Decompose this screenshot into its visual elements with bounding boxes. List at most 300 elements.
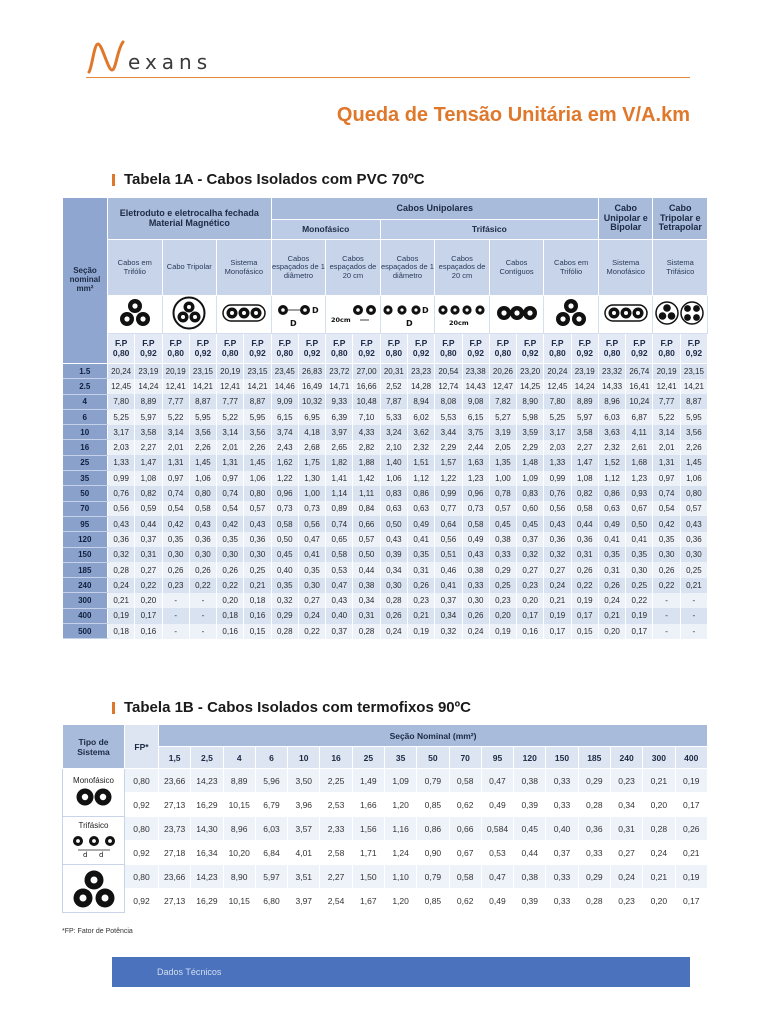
table-cell: 2,27: [135, 440, 162, 455]
table-cell: 0,16: [244, 608, 271, 623]
table-cell: 0,30: [380, 578, 407, 593]
table-cell: 1,63: [462, 455, 489, 470]
table-cell: 12,41: [162, 379, 189, 394]
table-1a-title: [112, 171, 425, 188]
table-cell: 0,27: [135, 562, 162, 577]
table-cell: 0,63: [407, 501, 434, 516]
table-cell: 0,30: [244, 547, 271, 562]
table-cell: 0,50: [271, 532, 298, 547]
table-cell: 0,67: [626, 501, 653, 516]
table-cell: 16,41: [626, 379, 653, 394]
table-cell: 0,43: [189, 516, 216, 531]
table-cell: 0,46: [435, 562, 462, 577]
table-cell: 0,26: [189, 562, 216, 577]
section-column-header: 6: [255, 747, 287, 769]
power-factor-header: [189, 334, 216, 364]
table-cell: 0,58: [271, 516, 298, 531]
fp-value: 0,92: [631, 347, 648, 358]
table-cell: 0,58: [571, 501, 598, 516]
table-cell: 1,06: [680, 471, 707, 486]
table-cell: 8,87: [189, 394, 216, 409]
fp-label: F.P: [524, 337, 537, 348]
table-cell: 0,21: [244, 578, 271, 593]
table-cell: 6,15: [271, 409, 298, 424]
table-cell: 26,83: [298, 364, 325, 379]
table-cell: 5,22: [162, 409, 189, 424]
power-factor-header: [517, 334, 544, 364]
table-cell: 0,24: [380, 624, 407, 639]
table-cell: 1,06: [244, 471, 271, 486]
table-cell: 0,96: [462, 486, 489, 501]
table-cell: 0,26: [598, 578, 625, 593]
fp-label: F.P: [251, 337, 264, 348]
section-column-header: 25: [352, 747, 384, 769]
table-cell: 14,46: [271, 379, 298, 394]
table-cell: 0,43: [244, 516, 271, 531]
table-cell: 0,20: [598, 624, 625, 639]
power-factor-cell: 0,80: [125, 865, 159, 889]
table-row: [63, 394, 708, 409]
table-cell: 1,33: [108, 455, 135, 470]
svg-text:D: D: [406, 319, 414, 329]
table-cell: 0,65: [326, 532, 353, 547]
section-label: 10: [63, 425, 108, 440]
table-cell: 0,45: [517, 516, 544, 531]
table-cell: 0,43: [108, 516, 135, 531]
table-cell: 7,77: [653, 394, 680, 409]
table-cell: 2,44: [462, 440, 489, 455]
table-cell: 0,76: [108, 486, 135, 501]
table-cell: 0,28: [271, 624, 298, 639]
table-cell: 3,19: [489, 425, 516, 440]
table-cell: 26,74: [626, 364, 653, 379]
group-conduit: Eletroduto e eletrocalha fechada Material Magnético: [108, 198, 272, 240]
table-cell: 0,83: [517, 486, 544, 501]
table-cell: 0,78: [489, 486, 516, 501]
table-cell: 0,45: [514, 817, 546, 841]
table-cell: 0,26: [380, 608, 407, 623]
table-cell: 0,28: [108, 562, 135, 577]
table-cell: 1,12: [407, 471, 434, 486]
table-cell: 0,20: [135, 593, 162, 608]
table-cell: 3,56: [189, 425, 216, 440]
table-cell: 2,53: [320, 793, 352, 817]
table-cell: 0,53: [481, 841, 513, 865]
title-marker: [112, 702, 115, 714]
system-type-header: Tipo de Sistema: [63, 725, 125, 769]
table-cell: 12,41: [217, 379, 244, 394]
table-cell: 1,09: [384, 769, 416, 793]
table-cell: 0,17: [626, 624, 653, 639]
table-cell: 6,87: [626, 409, 653, 424]
table-cell: 0,24: [544, 578, 571, 593]
table-cell: 0,19: [108, 608, 135, 623]
table-cell: 0,89: [326, 501, 353, 516]
table-cell: 16,34: [191, 841, 223, 865]
fp-value: 0,80: [276, 347, 294, 358]
table-cell: 0,25: [626, 578, 653, 593]
table-cell: 0,41: [626, 532, 653, 547]
table-cell: 5,97: [135, 409, 162, 424]
table-cell: 1,45: [680, 455, 707, 470]
table-cell: 3,14: [217, 425, 244, 440]
table-cell: 0,63: [380, 501, 407, 516]
table-cell: 2,10: [380, 440, 407, 455]
table-cell: 23,66: [159, 865, 191, 889]
nexans-n-icon: [86, 38, 126, 76]
table-cell: 3,50: [288, 769, 320, 793]
table-cell: 0,20: [643, 889, 675, 913]
power-factor-header: [435, 334, 462, 364]
table-cell: 0,42: [217, 516, 244, 531]
table-cell: 1,08: [571, 471, 598, 486]
table-row: [63, 841, 708, 865]
fp-value: 0,92: [576, 347, 594, 358]
table-cell: 0,24: [108, 578, 135, 593]
table-cell: 1,68: [626, 455, 653, 470]
table-cell: 8,89: [223, 769, 255, 793]
table-cell: 0,47: [326, 578, 353, 593]
table-cell: 1,50: [352, 865, 384, 889]
section-column-header: 10: [288, 747, 320, 769]
power-factor-header: [353, 334, 380, 364]
table-cell: 1,10: [384, 865, 416, 889]
table-cell: 5,97: [571, 409, 598, 424]
table-cell: 20,26: [489, 364, 516, 379]
three-spaced-cable-icon: [71, 832, 117, 858]
table-cell: 1,06: [189, 471, 216, 486]
table-row: [63, 578, 708, 593]
table-cell: 8,96: [223, 817, 255, 841]
table-cell: 0,38: [489, 532, 516, 547]
sub-spaced-1d-tri: Cabos espaçados de 1 diâmetro: [380, 240, 435, 296]
table-cell: 0,19: [489, 624, 516, 639]
table-cell: 7,80: [108, 394, 135, 409]
fp-value: 0,92: [249, 347, 266, 358]
table-cell: 3,44: [435, 425, 462, 440]
table-cell: 2,01: [162, 440, 189, 455]
table-cell: 0,18: [217, 608, 244, 623]
table-cell: 0,36: [578, 817, 610, 841]
table-row: [63, 865, 708, 889]
table-cell: 0,57: [244, 501, 271, 516]
fp-value: 0,92: [467, 347, 484, 358]
table-cell: 0,41: [298, 547, 325, 562]
table-cell: 14,71: [326, 379, 353, 394]
power-factor-header: [462, 334, 489, 364]
table-cell: 0,66: [449, 817, 481, 841]
spaced-1d-mono-icon: [271, 296, 326, 334]
table-cell: 0,67: [449, 841, 481, 865]
table-cell: 0,93: [626, 486, 653, 501]
table-cell: 5,25: [108, 409, 135, 424]
table-cell: -: [653, 624, 680, 639]
monophase-system-icon: [217, 296, 272, 334]
table-cell: 2,26: [680, 440, 707, 455]
fp-label: F.P: [551, 337, 564, 348]
table-cell: 23,15: [189, 364, 216, 379]
table-cell: 3,56: [244, 425, 271, 440]
table-row: [63, 624, 708, 639]
table-cell: 0,24: [298, 608, 325, 623]
table-cell: 0,77: [435, 501, 462, 516]
table-cell: 0,31: [598, 562, 625, 577]
table-cell: 12,45: [108, 379, 135, 394]
table-cell: 0,22: [626, 593, 653, 608]
section-column-header: 400: [675, 747, 708, 769]
table-cell: 0,56: [435, 532, 462, 547]
fp-label: F.P: [196, 337, 210, 348]
table-cell: 1,40: [380, 455, 407, 470]
table-cell: 1,06: [380, 471, 407, 486]
table-cell: 1,51: [407, 455, 434, 470]
table-cell: 0,83: [380, 486, 407, 501]
table-cell: 3,59: [517, 425, 544, 440]
table-cell: 0,38: [514, 865, 546, 889]
table-cell: 0,37: [435, 593, 462, 608]
section-label: 4: [63, 394, 108, 409]
table-row: [63, 455, 708, 470]
table-cell: 0,35: [298, 562, 325, 577]
table-cell: 0,30: [462, 593, 489, 608]
footer-text: Dados Técnicos: [157, 967, 222, 977]
table-cell: 0,16: [517, 624, 544, 639]
table-cell: 0,84: [353, 501, 380, 516]
section-label: 2.5: [63, 379, 108, 394]
table-cell: 1,09: [517, 471, 544, 486]
fp-label: F.P: [687, 337, 701, 348]
table-cell: 3,96: [288, 793, 320, 817]
power-factor-header: [326, 334, 353, 364]
table-row: [63, 364, 708, 379]
table-cell: 0,21: [407, 608, 434, 623]
table-cell: 0,80: [244, 486, 271, 501]
table-cell: 0,36: [189, 532, 216, 547]
sub-trefoil-tri: Cabos em Trifólio: [544, 240, 599, 296]
table-cell: 0,17: [135, 608, 162, 623]
table-cell: 1,75: [298, 455, 325, 470]
svg-text:D: D: [290, 319, 298, 329]
table-cell: 23,32: [598, 364, 625, 379]
table-row: [63, 889, 708, 913]
table-cell: 1,16: [384, 817, 416, 841]
table-cell: 4,11: [626, 425, 653, 440]
table-cell: 2,32: [407, 440, 434, 455]
section-column-header: 300: [643, 747, 675, 769]
table-cell: 8,94: [407, 394, 434, 409]
fp-label: F.P: [414, 337, 428, 348]
table-cell: 5,33: [380, 409, 407, 424]
table-cell: 0,85: [417, 793, 449, 817]
sub-triphase-system: Sistema Trifásico: [653, 240, 708, 296]
table-cell: 14,30: [191, 817, 223, 841]
table-cell: 1,35: [489, 455, 516, 470]
table-cell: 0,19: [407, 624, 434, 639]
fp-value: 0,92: [194, 347, 212, 358]
fp-value: 0,80: [440, 347, 457, 358]
table-row: [63, 593, 708, 608]
fp-header: FP*: [125, 725, 159, 769]
table-cell: 1,20: [384, 889, 416, 913]
table-cell: 0,43: [544, 516, 571, 531]
table-cell: 1,88: [353, 455, 380, 470]
table-cell: 0,33: [489, 547, 516, 562]
table-cell: 3,63: [598, 425, 625, 440]
table-cell: 0,27: [544, 562, 571, 577]
table-cell: 0,80: [189, 486, 216, 501]
table-cell: -: [162, 608, 189, 623]
table-cell: 14,28: [407, 379, 434, 394]
table-cell: 0,90: [417, 841, 449, 865]
table-cell: 2,52: [380, 379, 407, 394]
table-cell: 0,66: [353, 516, 380, 531]
table-cell: 0,30: [626, 562, 653, 577]
table-cell: 0,34: [353, 593, 380, 608]
power-factor-header: [489, 334, 516, 364]
table-cell: 1,00: [298, 486, 325, 501]
fp-label: F.P: [387, 337, 400, 348]
table-cell: 0,99: [108, 471, 135, 486]
power-factor-header: [544, 334, 571, 364]
power-factor-header: [598, 334, 625, 364]
table-cell: 27,00: [353, 364, 380, 379]
table-cell: 23,15: [680, 364, 707, 379]
section-nominal-header: Seção Nominal (mm²): [159, 725, 708, 747]
table-cell: 0,43: [380, 532, 407, 547]
table-cell: 1,22: [271, 471, 298, 486]
fp-value: 0,92: [140, 347, 157, 358]
table-1b-title-text: Tabela 1B - Cabos Isolados com termofixos 90ºC: [124, 699, 471, 716]
table-cell: 0,31: [353, 608, 380, 623]
monophase-system-icon-2: [598, 296, 653, 334]
table-cell: 1,47: [135, 455, 162, 470]
table-cell: 1,23: [462, 471, 489, 486]
section-label: 150: [63, 547, 108, 562]
section-label: 300: [63, 593, 108, 608]
table-cell: 0,53: [326, 562, 353, 577]
table-cell: 0,35: [162, 532, 189, 547]
table-cell: 0,58: [449, 865, 481, 889]
fp-label: F.P: [333, 337, 346, 348]
power-factor-header: [680, 334, 707, 364]
table-cell: 0,38: [462, 562, 489, 577]
table-cell: 0,24: [643, 841, 675, 865]
table-cell: 0,16: [135, 624, 162, 639]
table-cell: 0,82: [571, 486, 598, 501]
table-cell: 0,32: [271, 593, 298, 608]
fp-value: 0,80: [221, 347, 239, 358]
power-factor-header: [271, 334, 298, 364]
table-cell: 1,82: [326, 455, 353, 470]
table-cell: 27,13: [159, 889, 191, 913]
table-cell: 0,22: [217, 578, 244, 593]
svg-text:D: D: [312, 306, 320, 316]
table-cell: 0,74: [653, 486, 680, 501]
table-cell: 1,48: [517, 455, 544, 470]
table-cell: 23,19: [571, 364, 598, 379]
table-cell: 14,23: [191, 865, 223, 889]
table-row: [63, 608, 708, 623]
fp-value: 0,80: [549, 347, 566, 358]
system-type-label: Trifásico: [78, 821, 109, 830]
table-cell: 23,20: [517, 364, 544, 379]
table-cell: 1,20: [384, 793, 416, 817]
table-cell: 2,82: [353, 440, 380, 455]
fp-label: F.P: [660, 337, 673, 348]
power-factor-header: [380, 334, 407, 364]
section-label: 400: [63, 608, 108, 623]
fp-label: F.P: [496, 337, 510, 348]
table-cell: 0,97: [653, 471, 680, 486]
table-cell: 0,37: [546, 841, 578, 865]
fp-label: F.P: [360, 337, 373, 348]
svg-text:D: D: [422, 306, 430, 316]
section-label: 35: [63, 471, 108, 486]
table-cell: 2,03: [544, 440, 571, 455]
section-column-header: 240: [610, 747, 642, 769]
table-cell: 1,52: [598, 455, 625, 470]
table-cell: 0,41: [435, 578, 462, 593]
table-cell: 1,31: [217, 455, 244, 470]
table-cell: 0,21: [675, 841, 708, 865]
table-row: [63, 486, 708, 501]
table-cell: -: [189, 624, 216, 639]
table-cell: 3,14: [162, 425, 189, 440]
power-factor-header: [298, 334, 325, 364]
table-cell: 0,39: [514, 889, 546, 913]
section-column-header: 185: [578, 747, 610, 769]
table-cell: 0,45: [489, 516, 516, 531]
power-factor-header: [571, 334, 598, 364]
section-column-header: 50: [417, 747, 449, 769]
table-cell: 0,45: [271, 547, 298, 562]
footnote: *FP: Fator de Potência: [62, 928, 133, 935]
table-cell: 14,24: [135, 379, 162, 394]
table-cell: 0,21: [680, 578, 707, 593]
table-cell: 0,51: [435, 547, 462, 562]
table-cell: 7,10: [353, 409, 380, 424]
section-label: 500: [63, 624, 108, 639]
table-cell: 0,20: [217, 593, 244, 608]
power-factor-cell: 0,92: [125, 889, 159, 913]
section-column-header: 35: [384, 747, 416, 769]
table-cell: 27,18: [159, 841, 191, 865]
section-label: 6: [63, 409, 108, 424]
group-unipolar: Cabos Unipolares: [271, 198, 598, 220]
table-cell: 0,27: [610, 841, 642, 865]
table-cell: 0,37: [135, 532, 162, 547]
fp-value: 0,80: [603, 347, 621, 358]
brand-name: exans: [128, 50, 213, 74]
table-cell: 2,29: [517, 440, 544, 455]
table-cell: 3,62: [407, 425, 434, 440]
table-cell: 0,32: [435, 624, 462, 639]
table-cell: 0,73: [298, 501, 325, 516]
table-cell: 0,96: [271, 486, 298, 501]
table-cell: 6,84: [255, 841, 287, 865]
table-cell: 6,79: [255, 793, 287, 817]
table-cell: -: [680, 624, 707, 639]
table-cell: 0,99: [544, 471, 571, 486]
table-cell: 0,57: [489, 501, 516, 516]
table-cell: 0,36: [571, 532, 598, 547]
table-cell: 0,25: [244, 562, 271, 577]
table-cell: 0,41: [407, 532, 434, 547]
table-cell: 12,47: [489, 379, 516, 394]
table-cell: 5,53: [435, 409, 462, 424]
table-cell: 2,27: [320, 865, 352, 889]
table-cell: 23,38: [462, 364, 489, 379]
